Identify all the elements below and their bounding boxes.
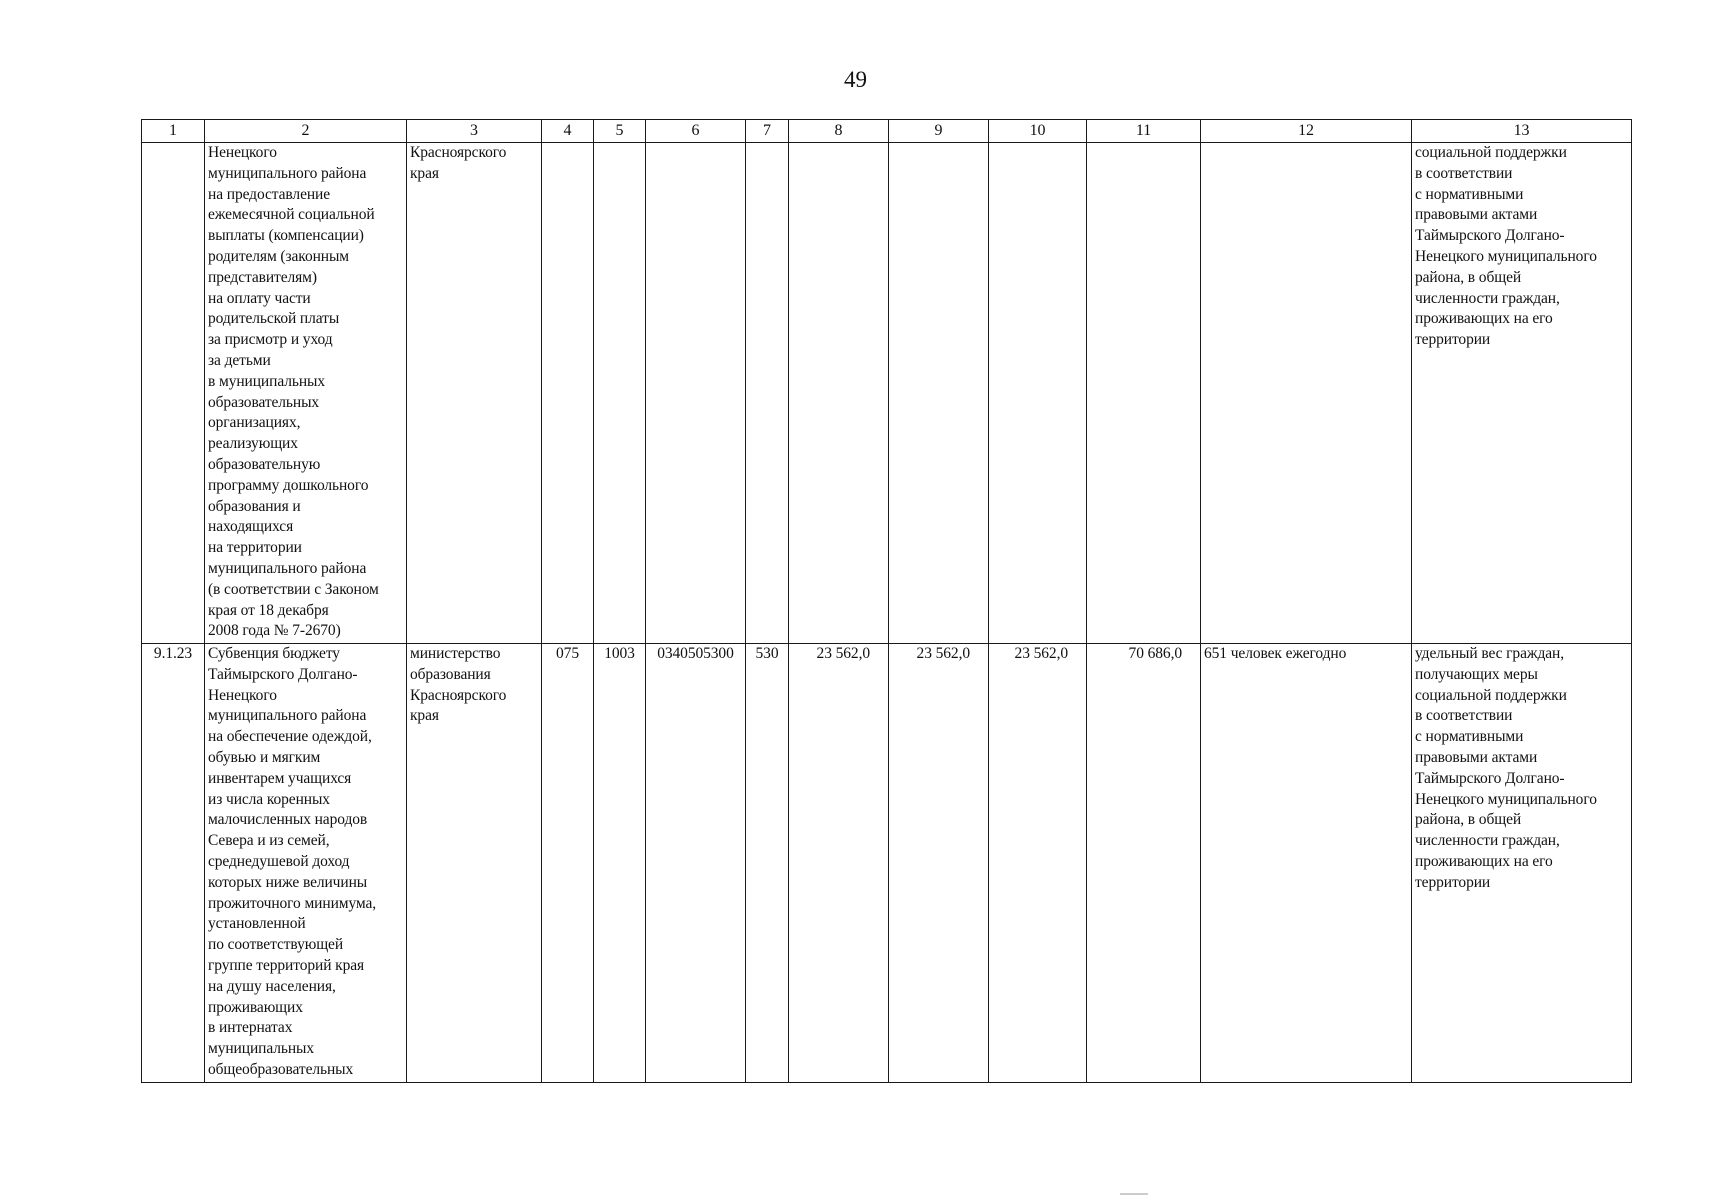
indicator-cell: удельный вес граждан, получающих меры социальной поддержки в соответствии с нормативными правовыми актами Таймырского Долгано- Ненецкого муниципального района, в общей численности граждан, проживающих на его территории	[1412, 644, 1632, 1083]
expense-type-cell	[746, 143, 789, 644]
item-number-cell: 9.1.23	[142, 644, 205, 1083]
column-header: 9	[889, 120, 989, 143]
expense-type-cell: 530	[746, 644, 789, 1083]
column-header: 2	[205, 120, 407, 143]
indicator-cell: социальной поддержки в соответствии с нормативными правовыми актами Таймырского Долгано- Ненецкого муниципального района, в общей численности граждан, проживающих на его территории	[1412, 143, 1632, 644]
code-cell	[542, 143, 594, 644]
amount-year2-cell	[889, 143, 989, 644]
amount-year1-cell	[789, 143, 889, 644]
column-header: 1	[142, 120, 205, 143]
amount-total-cell: 70 686,0	[1087, 644, 1201, 1083]
column-header: 6	[646, 120, 746, 143]
column-header: 4	[542, 120, 594, 143]
administrator-cell: Красноярского края	[407, 143, 542, 644]
amount-year3-cell: 23 562,0	[989, 644, 1087, 1083]
page-number: 49	[844, 67, 867, 92]
column-header: 12	[1201, 120, 1412, 143]
expected-result-cell: 651 человек ежегодно	[1201, 644, 1412, 1083]
column-header: 8	[789, 120, 889, 143]
amount-year1-cell: 23 562,0	[789, 644, 889, 1083]
table-row	[142, 644, 1632, 1083]
target-article-cell: 0340505300	[646, 644, 746, 1083]
amount-year2-cell: 23 562,0	[889, 644, 989, 1083]
code-cell: 075	[542, 644, 594, 1083]
item-description-cell: Ненецкого муниципального района на предоставление ежемесячной социальной выплаты (компенсации) родителям (законным представителям) на оплату части родительской платы за присмотр и уход за детьми в муниципальных образовательных организациях, реализующих образовательную программу дошкольного образования и находящихся на территории муниципального района (в соответствии с Законом края от 18 декабря 2008 года № 7-2670)	[205, 143, 407, 644]
section-cell: 1003	[594, 644, 646, 1083]
target-article-cell	[646, 143, 746, 644]
column-header: 7	[746, 120, 789, 143]
item-number-cell	[142, 143, 205, 644]
administrator-cell: министерство образования Красноярского края	[407, 644, 542, 1083]
column-header: 5	[594, 120, 646, 143]
section-cell	[594, 143, 646, 644]
amount-total-cell	[1087, 143, 1201, 644]
amount-year3-cell	[989, 143, 1087, 644]
header-row	[142, 120, 1632, 143]
column-header: 11	[1087, 120, 1201, 143]
budget-table	[141, 119, 1632, 1083]
column-header: 3	[407, 120, 542, 143]
scan-artifact	[1120, 1193, 1148, 1195]
column-header: 13	[1412, 120, 1632, 143]
table-row	[142, 143, 1632, 644]
column-header: 10	[989, 120, 1087, 143]
item-description-cell: Субвенция бюджету Таймырского Долгано- Ненецкого муниципального района на обеспечение одеждой, обувью и мягким инвентарем учащихся из числа коренных малочисленных народов Севера и из семей, среднедушевой доход которых ниже величины прожиточного минимума, установленной по соответствующей группе территорий края на душу населения, проживающих в интернатах муниципальных общеобразовательных	[205, 644, 407, 1083]
expected-result-cell	[1201, 143, 1412, 644]
